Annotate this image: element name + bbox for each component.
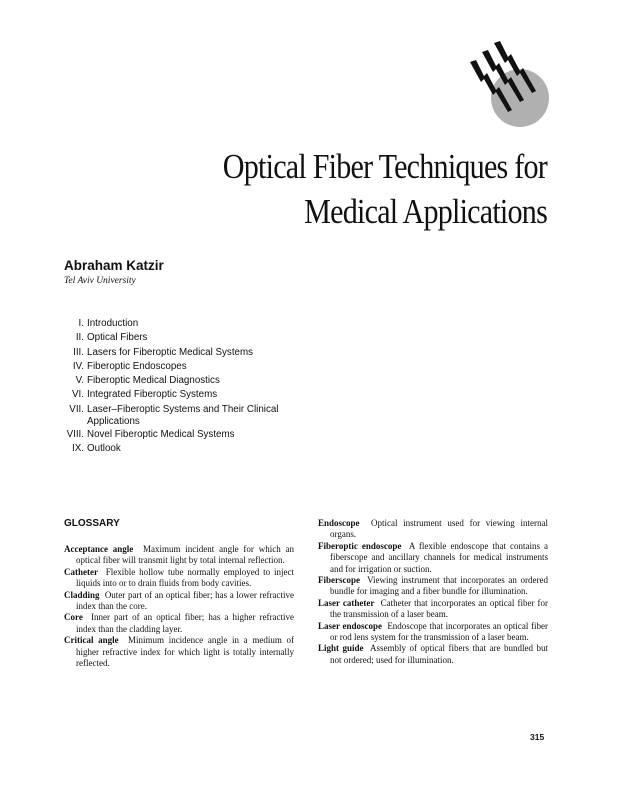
glossary-term: Endoscope — [318, 518, 360, 528]
chapter-title-line2: Medical Applications — [304, 192, 547, 231]
glossary-entry — [318, 518, 548, 541]
author-affiliation: Tel Aviv University — [64, 276, 136, 286]
table-of-contents — [60, 317, 307, 457]
glossary-entry — [64, 567, 294, 590]
glossary-entry — [318, 541, 548, 575]
toc-item — [60, 317, 307, 331]
toc-number: VII. — [69, 403, 84, 415]
toc-item — [60, 360, 307, 374]
toc-number: III. — [73, 346, 84, 358]
author-name: Abraham Katzir — [64, 258, 164, 273]
glossary-definition: Outer part of an optical fiber; has a lower refractive index than the core. — [76, 589, 294, 612]
glossary-definition: Endoscope that incorporates an optical fiber or rod lens system for the transmission of a laser beam. — [330, 620, 549, 643]
toc-item — [60, 374, 307, 388]
toc-text: Outlook — [87, 443, 121, 455]
toc-number: IV. — [72, 360, 84, 372]
toc-text: Laser–Fiberoptic Systems and Their Clinical Applications — [87, 403, 279, 427]
lightning-logo-icon — [462, 40, 552, 130]
glossary-definition: Optical instrument used for viewing internal organs. — [330, 518, 548, 540]
glossary-term: Laser catheter — [318, 597, 375, 608]
toc-text: Fiberoptic Medical Diagnostics — [87, 375, 220, 387]
glossary-definition: Inner part of an optical fiber; has a higher refractive index than the cladding layer. — [76, 612, 294, 634]
glossary-term: Core — [64, 612, 83, 623]
glossary-term: Cladding — [64, 589, 100, 600]
toc-text: Fiberoptic Endoscopes — [87, 360, 187, 372]
glossary-term: Fiberscope — [318, 575, 360, 586]
toc-item — [60, 388, 307, 402]
toc-item — [60, 331, 307, 345]
glossary-entry — [64, 544, 294, 567]
glossary-term: Light guide — [318, 643, 364, 654]
toc-item — [60, 403, 307, 428]
toc-item — [60, 442, 307, 456]
glossary-term: Critical angle — [64, 635, 119, 646]
glossary-entry — [64, 635, 294, 669]
chapter-title — [223, 144, 547, 234]
toc-text: Lasers for Fiberoptic Medical Systems — [87, 346, 254, 358]
glossary-definition: Viewing instrument that incorporates an ordered bundle for imaging and a fiber bundle for illumination. — [330, 575, 549, 597]
toc-text: Novel Fiberoptic Medical Systems — [87, 429, 235, 441]
toc-item — [60, 428, 307, 442]
toc-text: Introduction — [87, 318, 139, 329]
toc-number: VI. — [72, 389, 84, 401]
toc-number: II. — [75, 332, 84, 344]
toc-item — [60, 346, 307, 360]
glossary-heading: GLOSSARY — [64, 518, 120, 529]
glossary-left-column — [64, 544, 294, 669]
glossary-right-column — [318, 518, 548, 666]
page-number: 315 — [530, 732, 545, 742]
chapter-title-line1: Optical Fiber Techniques for — [222, 147, 547, 186]
glossary-entry — [318, 598, 548, 621]
glossary-term: Acceptance angle — [64, 544, 134, 554]
glossary-definition: A flexible endoscope that contains a fiberscope and ancillary channels for medical instruments and for irrigation or suction. — [330, 540, 548, 574]
toc-number: VIII. — [66, 429, 84, 441]
toc-number: I. — [78, 318, 84, 329]
toc-number: IX. — [72, 443, 84, 455]
glossary-definition: Catheter that incorporates an optical fiber for the transmission of a laser beam. — [330, 597, 549, 620]
glossary-definition: Flexible hollow tube normally employed to inject liquids into or to drain fluids from body cavities. — [76, 566, 295, 589]
glossary-term: Laser endoscope — [318, 620, 382, 631]
glossary-term: Catheter — [64, 566, 98, 577]
toc-text: Optical Fibers — [87, 332, 148, 344]
toc-text: Integrated Fiberoptic Systems — [87, 389, 218, 401]
glossary-definition: Assembly of optical fibers that are bundled but not ordered; used for illumination. — [330, 643, 548, 665]
glossary-entry — [318, 575, 548, 598]
glossary-definition: Maximum incident angle for which an optical fiber will transmit light by total internal reflection. — [76, 544, 295, 566]
glossary-term: Fiberoptic endoscope — [318, 540, 402, 551]
glossary-entry — [318, 621, 548, 644]
glossary-entry — [64, 590, 294, 613]
toc-number: V. — [75, 375, 84, 387]
glossary-entry — [64, 612, 294, 635]
glossary-entry — [318, 643, 548, 666]
glossary-definition: Minimum incidence angle in a medium of higher refractive index for which light is totally internally reflected. — [76, 635, 294, 669]
